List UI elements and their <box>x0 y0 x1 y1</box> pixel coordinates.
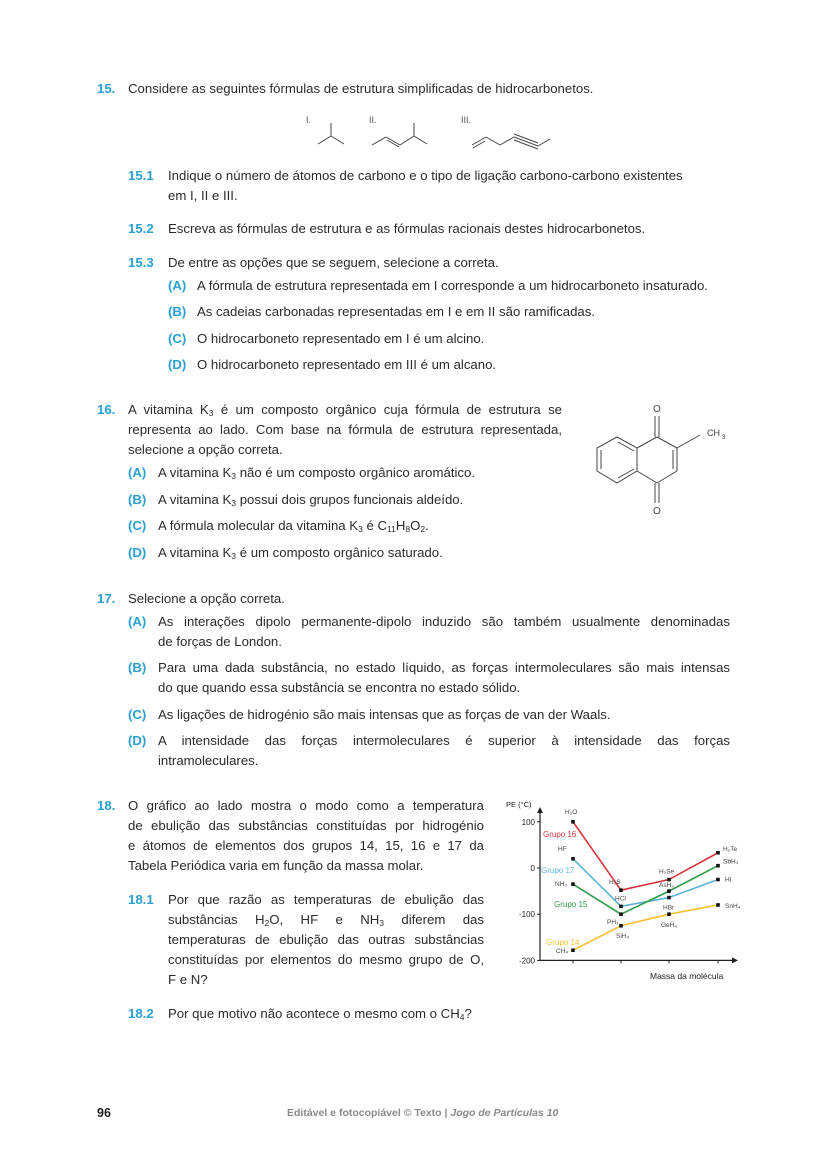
text-line: e átomos de elementos dos grupos 14, 15, 16 e 17 da <box>128 838 484 853</box>
legend-label: Grupo 17 <box>541 866 575 875</box>
option-16-d[interactable] <box>128 543 443 562</box>
option-text <box>158 543 443 562</box>
legend-label: Grupo 15 <box>554 900 588 909</box>
text-part: não é um composto orgânico aromático. <box>236 465 475 480</box>
subscript: 3 <box>358 524 363 534</box>
text-line: As interações dipolo permanente-dipolo induzido são também usualmente denominadas <box>158 614 730 629</box>
text-line: Para uma dada substância, no estado líquido, as forças intermoleculares são mais intensas <box>158 660 730 675</box>
text-line: A intensidade das forças intermoleculares é superior à intensidade das forças <box>158 733 730 748</box>
subquestion-text: Escreva as fórmulas de estrutura e as fórmulas racionais destes hidrocarbonetos. <box>168 221 646 236</box>
methyl-subscript: 3 <box>722 435 726 441</box>
structure-iii <box>472 134 550 149</box>
text-part: . <box>425 518 429 533</box>
subquestion-text: De entre as opções que se seguem, selecione a correta. <box>168 255 499 270</box>
text-part: A vitamina K <box>158 465 232 480</box>
oxygen-top-label: O <box>653 404 661 415</box>
data-point-label: SiH₄ <box>616 932 630 940</box>
data-point <box>619 905 623 909</box>
data-point <box>716 864 720 868</box>
subscript: 2 <box>420 524 426 534</box>
option-label: (A) <box>128 465 147 480</box>
question-text: Selecione a opção correta. <box>128 591 285 606</box>
data-point <box>667 889 671 893</box>
question-number: 15. <box>97 81 116 96</box>
text-part: H <box>395 518 406 533</box>
subquestion-number: 15.1 <box>128 168 154 183</box>
subquestion-text <box>168 166 730 206</box>
data-point-label: H₂S <box>609 879 621 887</box>
text-line <box>168 910 484 930</box>
text-part: é C <box>362 518 388 533</box>
data-point-label: GeH₄ <box>661 922 678 930</box>
structure-label-3: III. <box>461 115 472 125</box>
text-part: Por que motivo não acontece o mesmo com o CH <box>168 1006 460 1021</box>
subscript: 11 <box>387 524 396 534</box>
text-line: representa ao lado. Com base na fórmula de estrutura representada, <box>128 422 562 437</box>
data-point <box>667 878 671 882</box>
data-point <box>571 820 575 824</box>
option-text <box>158 658 730 698</box>
option-text <box>158 490 463 509</box>
series-line <box>573 905 718 950</box>
text-line: de forças de London. <box>158 634 282 649</box>
text-part: substâncias <box>168 912 238 927</box>
skeletal-formulas <box>290 110 560 155</box>
data-point <box>571 882 575 886</box>
data-point-label: SbH₃ <box>723 858 739 866</box>
series-line <box>573 866 718 915</box>
question-text <box>128 400 562 460</box>
subscript: 8 <box>405 524 411 534</box>
data-point-label: HF <box>558 845 567 853</box>
data-point-label: H₂O <box>565 808 578 816</box>
legend-label: Grupo 16 <box>543 830 577 839</box>
question-text: Considere as seguintes fórmulas de estrutura simplificadas de hidrocarbonetos. <box>128 81 594 96</box>
boiling-point-chart <box>500 795 750 990</box>
subquestion-number: 18.2 <box>128 1006 154 1021</box>
subquestion-15-2 <box>128 219 646 238</box>
option-text: A fórmula de estrutura representada em I corresponde a um hidrocarboneto insaturado. <box>197 278 708 293</box>
data-point <box>619 924 623 928</box>
option-text: O hidrocarboneto representado em I é um alcino. <box>197 331 485 346</box>
page-number: 96 <box>97 1106 111 1120</box>
subquestion-number: 15.2 <box>128 221 154 236</box>
legend-label: Grupo 14 <box>546 938 580 947</box>
data-point <box>716 851 720 855</box>
text-part: diferem <box>401 912 446 927</box>
text-part <box>360 910 384 930</box>
data-point-label: H₂Te <box>723 845 738 853</box>
text-part: é um composto orgânico saturado. <box>236 545 443 560</box>
text-part: O <box>410 518 421 533</box>
data-point <box>716 878 720 882</box>
question-number: 17. <box>97 591 116 606</box>
y-tick-label: -200 <box>518 956 535 966</box>
option-15-3-b[interactable] <box>168 302 596 321</box>
option-label: (C) <box>168 331 187 346</box>
text-part: H <box>255 912 265 927</box>
footer-credit <box>287 1107 558 1119</box>
structure-i <box>318 123 344 144</box>
vitamin-k3-structure <box>580 398 740 520</box>
subscript: 3 <box>231 471 237 481</box>
data-point-label: HCl <box>615 895 626 903</box>
hydrocarbon-structures <box>290 110 560 155</box>
oxygen-bottom-label: O <box>653 506 661 517</box>
option-text: As cadeias carbonadas representadas em I e em II são ramificadas. <box>197 304 596 319</box>
subquestion-15-3 <box>128 253 499 272</box>
y-tick-label: 100 <box>521 817 535 827</box>
option-17-c[interactable] <box>128 705 611 724</box>
text-line: de ebulição das substâncias constituídas por hidrogénio <box>128 818 484 833</box>
text-part: A vitamina K <box>158 492 232 507</box>
data-point-label: H₂Se <box>659 868 675 876</box>
x-axis-arrow <box>732 957 738 963</box>
series-grupo-14 <box>546 903 741 955</box>
footer-book-title: Jogo de Partículas 10 <box>450 1107 559 1119</box>
data-point-label: SnH₄ <box>725 902 741 910</box>
y-axis-label: PE (°C) <box>506 800 532 809</box>
option-text: As ligações de hidrogénio são mais intensas que as forças de van der Waals. <box>158 707 611 722</box>
data-point-label: AsH₃ <box>659 882 674 890</box>
data-point <box>619 888 623 892</box>
text-part: A vitamina K <box>158 545 232 560</box>
data-point-label: HI <box>725 876 732 884</box>
subscript: 4 <box>459 1012 465 1022</box>
methyl-label: CH <box>707 428 720 438</box>
menadione-formula <box>580 398 740 520</box>
data-point-label: HBr <box>663 904 675 912</box>
series-line <box>573 859 718 907</box>
text-line: temperaturas de ebulição das outras substâncias <box>168 932 484 947</box>
option-label: (D) <box>168 357 187 372</box>
option-label: (A) <box>128 614 147 629</box>
y-axis-arrow <box>537 807 543 813</box>
subscript: 3 <box>231 498 237 508</box>
structure-label-2: II. <box>369 115 377 125</box>
option-text <box>158 612 730 652</box>
text-part <box>255 910 283 930</box>
subquestion-18-2 <box>128 1004 472 1023</box>
subscript: 3 <box>231 551 237 561</box>
text-part: HF <box>300 912 319 927</box>
subquestion-line: em I, II e III. <box>168 188 238 203</box>
subscript: 3 <box>208 408 214 418</box>
option-15-3-c[interactable] <box>168 329 485 348</box>
footer-text: Editável e fotocopiável © Texto | <box>287 1107 451 1119</box>
option-label: (D) <box>128 733 147 748</box>
text-line: Por que razão as temperaturas de ebulição das <box>168 892 484 907</box>
data-point-label: NH₃ <box>555 881 568 889</box>
text-part: das <box>462 912 484 927</box>
data-point <box>667 896 671 900</box>
option-label: (B) <box>168 304 187 319</box>
option-16-a[interactable] <box>128 463 475 482</box>
question-text <box>128 796 484 876</box>
text-line: O gráfico ao lado mostra o modo como a temperatura <box>128 798 484 813</box>
option-text <box>158 463 475 482</box>
chart-svg <box>500 795 750 990</box>
option-16-b[interactable] <box>128 490 464 509</box>
option-label: (D) <box>128 545 147 560</box>
subquestion-number: 18.1 <box>128 892 154 907</box>
text-part: O, <box>269 912 284 927</box>
option-text <box>158 516 429 535</box>
data-point <box>571 948 575 952</box>
text-part: é um composto orgânico cuja fórmula de estrutura se <box>213 402 562 417</box>
option-label: (C) <box>128 707 147 722</box>
y-tick-label: 0 <box>530 864 535 873</box>
series-grupo-15 <box>554 858 739 930</box>
text-line: F e N? <box>168 972 208 987</box>
data-point-label: PH₃ <box>607 919 619 927</box>
option-label: (B) <box>128 660 147 675</box>
data-point <box>667 912 671 916</box>
subquestion-line: Indique o número de átomos de carbono e o tipo de ligação carbono-carbono existentes <box>168 168 683 183</box>
text-line: intramoleculares. <box>158 753 259 768</box>
subscript: 2 <box>264 918 270 928</box>
option-text: O hidrocarboneto representado em III é um alcano. <box>197 357 497 372</box>
text-part: e <box>335 912 343 927</box>
x-axis-label: Massa da molécula <box>650 971 724 981</box>
question-number: 18. <box>97 798 116 813</box>
text-part: A fórmula molecular da vitamina K <box>158 518 359 533</box>
subquestion-number: 15.3 <box>128 255 154 270</box>
text-line: selecione a opção correta. <box>128 442 283 457</box>
data-point-label: CH₄ <box>556 948 569 956</box>
text-line: Tabela Periódica varia em função da massa molar. <box>128 858 424 873</box>
chart-series <box>541 809 741 955</box>
option-label: (C) <box>128 518 147 533</box>
option-15-3-d[interactable] <box>168 355 497 374</box>
option-label: (B) <box>128 492 147 507</box>
y-tick-label: -100 <box>518 910 535 920</box>
series-grupo-16 <box>543 809 737 892</box>
question-number: 16. <box>97 402 116 417</box>
option-15-3-a[interactable] <box>168 276 708 295</box>
text-part: A vitamina K <box>128 402 209 417</box>
text-part: NH <box>360 912 380 927</box>
subquestion-text <box>168 1004 472 1023</box>
structure-label-1: I. <box>306 115 312 125</box>
data-point <box>571 857 575 861</box>
structure-ii <box>372 123 427 147</box>
text-line: constituídas por elementos do mesmo grupo de O, <box>168 952 484 967</box>
data-point <box>716 903 720 907</box>
question-17 <box>97 589 285 608</box>
data-point <box>619 912 623 916</box>
text-part: ? <box>464 1006 472 1021</box>
option-16-c[interactable] <box>128 516 429 535</box>
question-15 <box>97 79 594 98</box>
option-text <box>158 731 730 771</box>
text-part: possui dois grupos funcionais aldeído. <box>236 492 464 507</box>
subquestion-text <box>168 890 484 990</box>
option-label: (A) <box>168 278 187 293</box>
subscript: 3 <box>379 918 384 928</box>
text-line: do que quando essa substância se encontra no estado sólido. <box>158 680 521 695</box>
